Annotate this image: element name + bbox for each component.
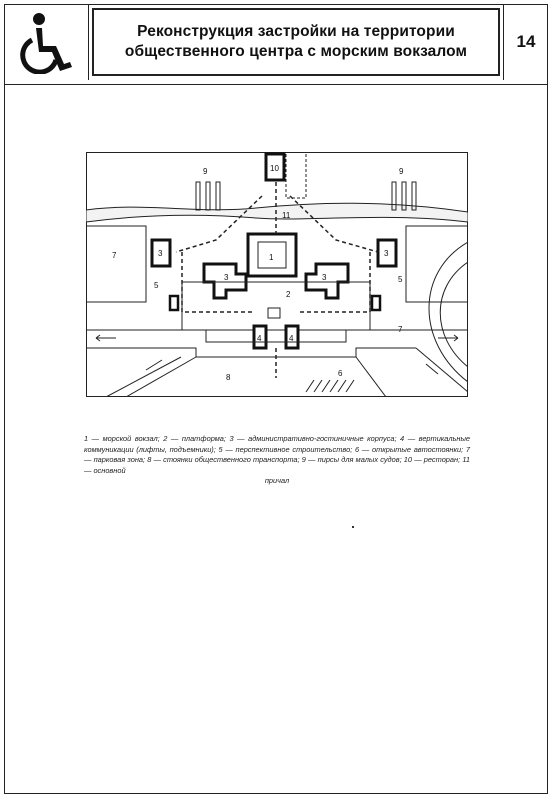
label-8: 8 [226,373,231,382]
label-3-left-tower: 3 [158,249,163,258]
label-7-left: 7 [112,251,117,260]
figure-caption [84,434,470,487]
page-frame [4,4,548,794]
label-10: 10 [270,164,279,173]
header-icon-cell [4,4,89,80]
wheelchair-icon [12,10,78,74]
label-5-right: 5 [398,275,403,284]
caption-body: 1 — морской вокзал; 2 — платформа; 3 — административно-гостиничные корпуса; 4 — вертикальные коммуникации (лифты, подъемники); 5 — перспективное строительство; 6 — открытые автостоянки; 7 — парковая зона; 8 — стоянки общественного транспорта; 9 — пирсы для малых судов; 10 — ресторан; 11 — основной [84,434,470,475]
caption-tail: причал [264,476,290,486]
site-plan-diagram [86,152,468,397]
label-9-left: 9 [203,167,208,176]
label-7-right: 7 [398,325,403,334]
label-2: 2 [286,290,291,299]
page-number: 14 [516,32,536,51]
label-3-right-wing: 3 [322,273,327,282]
label-3-right-tower: 3 [384,249,389,258]
label-4-left: 4 [257,334,262,343]
page-title [92,8,500,76]
page-header [4,4,548,80]
header-divider [4,84,548,85]
label-1: 1 [269,253,274,262]
label-11: 11 [282,211,291,220]
page-number-cell [503,4,548,80]
label-9-right: 9 [399,167,404,176]
label-5-left: 5 [154,281,159,290]
label-4-right: 4 [289,334,294,343]
label-3-left-wing: 3 [224,273,229,282]
title-line-1: Реконструкция застройки на территории [137,23,455,40]
title-line-2: общественного центра с морским вокзалом [124,43,468,60]
stray-dot [352,526,354,528]
label-6: 6 [338,369,343,378]
